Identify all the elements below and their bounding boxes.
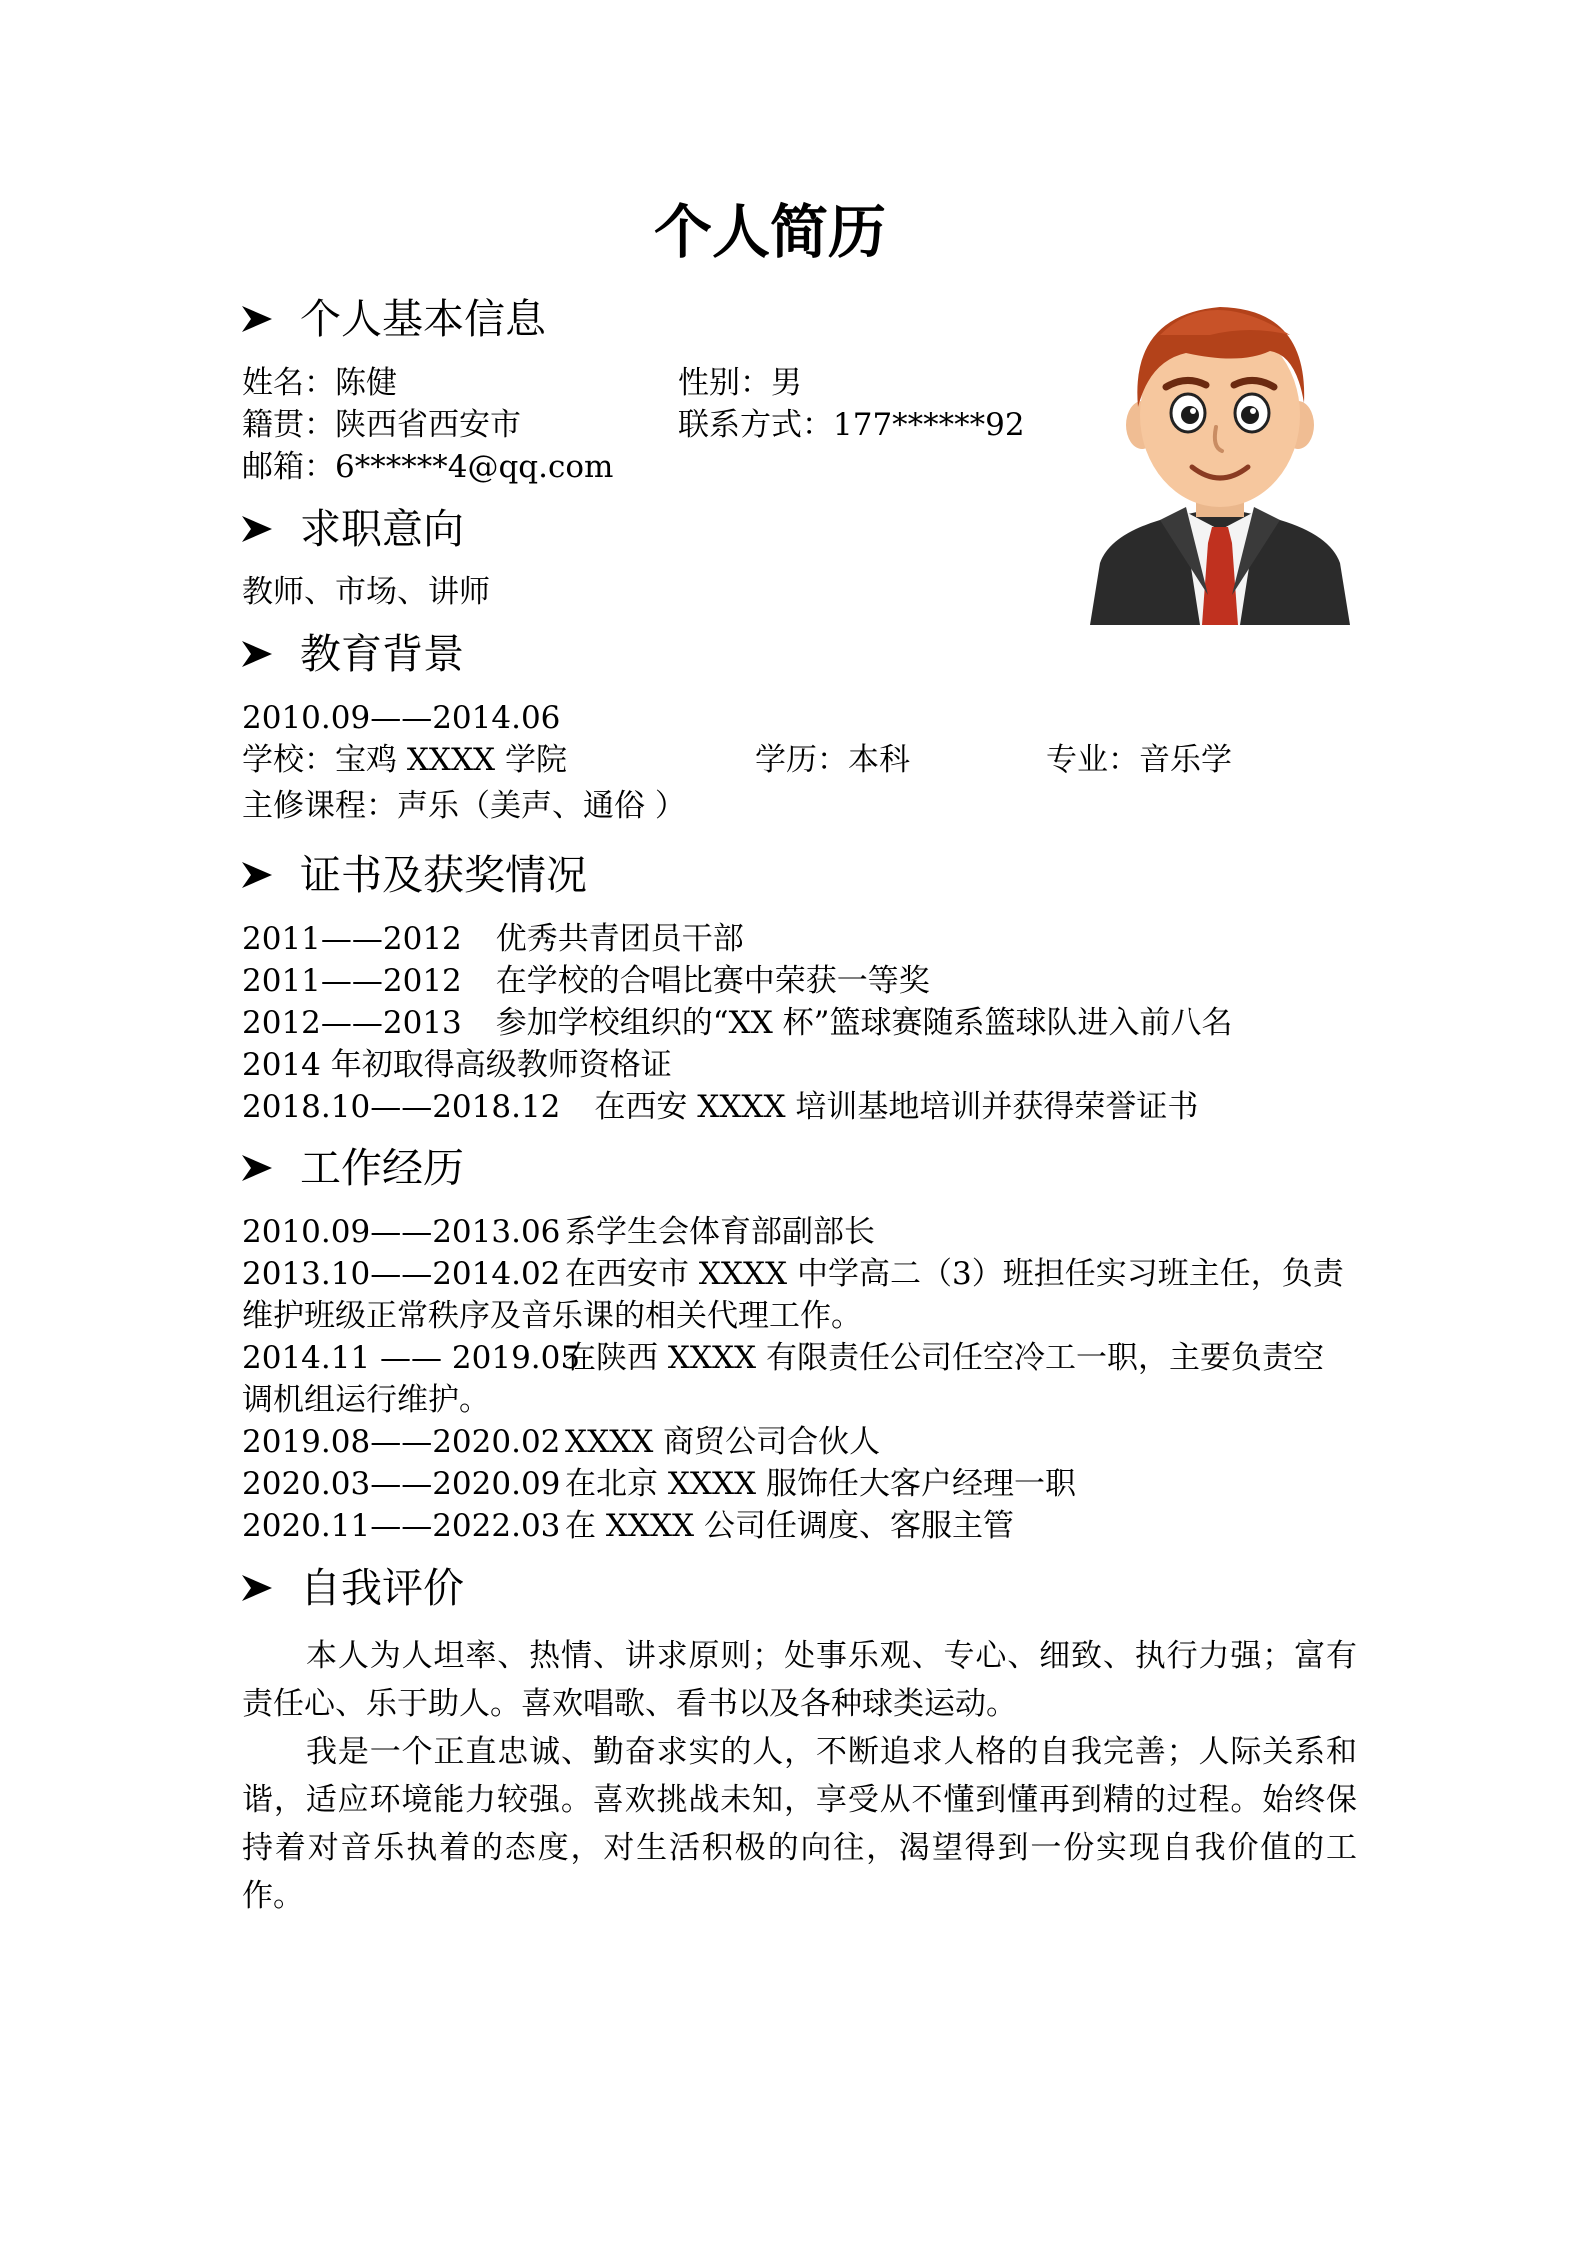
section-heading-label: 工作经历 (300, 1144, 464, 1192)
work-item-period: 2013.10——2014.02 (242, 1256, 561, 1292)
work-item-period: 2020.03——2020.09 (242, 1466, 561, 1502)
award-item (242, 961, 930, 1001)
award-text: 在西安 XXXX 培训基地培训并获得荣誉证书 (594, 1089, 1199, 1125)
page-title: 个人简历 (653, 198, 886, 266)
education-period: 2010.09——2014.06 (242, 700, 561, 736)
work-item-period: 2020.11——2022.03 (242, 1508, 561, 1544)
self-evaluation-paragraph-2: 我是一个正直忠诚、勤奋求实的人，不断追求人格的自我完善；人际关系和谐，适应环境能力较强。喜欢挑战未知，享受从不懂到懂再到精的过程。始终保持着对音乐执着的态度，对生活积极的向往，渴望得到一份实现自我价值的工作。 (242, 1734, 1357, 1914)
hometown-field: 籍贯：陕西省西安市 (242, 407, 521, 443)
work-item-period: 2019.08——2020.02 (242, 1424, 561, 1460)
avatar (1090, 295, 1350, 625)
work-item-text: 在 XXXX 公司任调度、客服主管 (565, 1508, 1014, 1544)
education-courses: 主修课程：声乐（美声、通俗 ） (242, 788, 686, 824)
arrow-bullet-icon (240, 1573, 274, 1603)
work-item-text: 在陕西 XXXX 有限责任公司任空冷工一职，主要负责空 (565, 1340, 1324, 1376)
work-item-period: 2010.09——2013.06 (242, 1214, 561, 1250)
award-year: 2011——2012 (242, 921, 462, 957)
award-item (242, 1045, 672, 1085)
gender-field: 性别：男 (678, 365, 802, 401)
arrow-bullet-icon (240, 860, 274, 890)
section-heading-label: 个人基本信息 (300, 295, 546, 343)
work-item-period: 2014.11 —— 2019.05 (242, 1340, 581, 1376)
award-text: 参加学校组织的“XX 杯”篮球赛随系篮球队进入前八名 (495, 1005, 1233, 1041)
work-item-text: 系学生会体育部副部长 (565, 1214, 875, 1250)
arrow-bullet-icon (240, 514, 274, 544)
award-year: 2014 年初取得高级教师资格证 (242, 1047, 672, 1083)
arrow-bullet-icon (240, 304, 274, 334)
name-field: 姓名：陈健 (242, 365, 397, 401)
contact-field: 联系方式：177******92 (678, 407, 1025, 443)
award-year: 2018.10——2018.12 (242, 1089, 561, 1125)
education-degree: 学历：本科 (755, 742, 910, 778)
education-school: 学校：宝鸡 XXXX 学院 (242, 742, 567, 778)
arrow-bullet-icon (240, 1153, 274, 1183)
award-year: 2011——2012 (242, 963, 462, 999)
award-year: 2012——2013 (242, 1005, 462, 1041)
section-heading-label: 求职意向 (300, 505, 464, 553)
section-heading-label: 教育背景 (300, 630, 464, 678)
section-heading-label: 自我评价 (300, 1564, 464, 1612)
work-item-text: 在北京 XXXX 服饰任大客户经理一职 (565, 1466, 1076, 1502)
work-item-continuation: 维护班级正常秩序及音乐课的相关代理工作。 (242, 1298, 862, 1334)
arrow-bullet-icon (240, 639, 274, 669)
work-item-text: XXXX 商贸公司合伙人 (565, 1424, 881, 1460)
award-item (242, 1087, 1198, 1127)
award-item (242, 1003, 1232, 1043)
education-major: 专业：音乐学 (1046, 742, 1232, 778)
section-heading-label: 证书及获奖情况 (300, 851, 587, 899)
work-item-text: 在西安市 XXXX 中学高二（3）班担任实习班主任，负责 (565, 1256, 1344, 1292)
email-field: 邮箱：6******4@qq.com (242, 449, 614, 485)
work-item-continuation: 调机组运行维护。 (242, 1382, 490, 1418)
self-evaluation-paragraph-1: 本人为人坦率、热情、讲求原则；处事乐观、专心、细致、执行力强；富有责任心、乐于助人。喜欢唱歌、看书以及各种球类运动。 (242, 1638, 1357, 1722)
award-item (242, 919, 744, 959)
award-text: 在学校的合唱比赛中荣获一等奖 (495, 963, 930, 999)
job-intent-text: 教师、市场、讲师 (242, 574, 490, 610)
award-text: 优秀共青团员干部 (495, 921, 744, 957)
